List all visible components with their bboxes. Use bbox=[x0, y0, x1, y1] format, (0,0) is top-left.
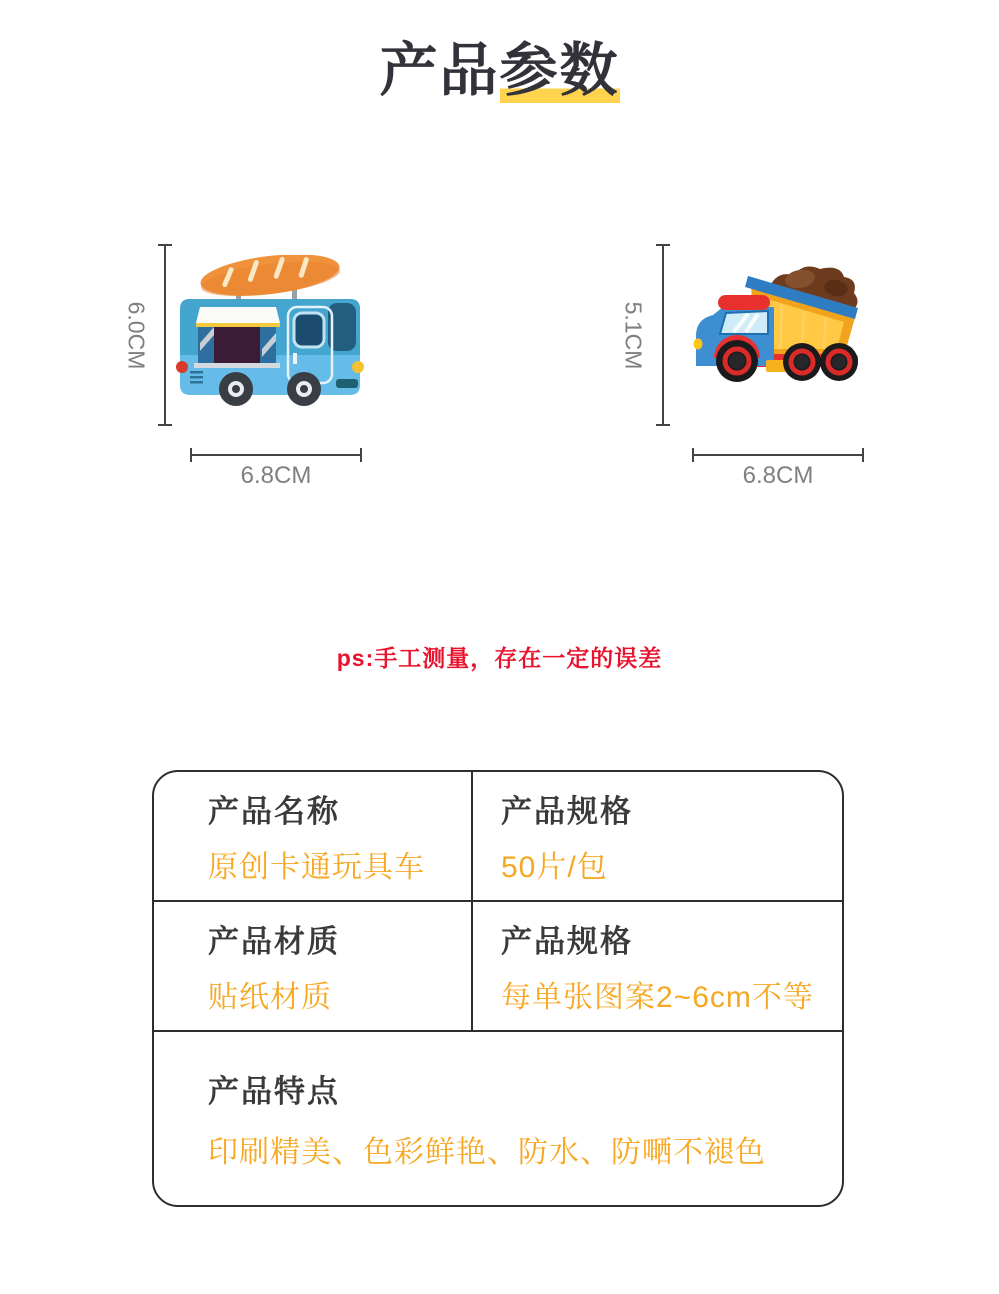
spec-label: 产品名称 bbox=[208, 794, 340, 829]
wheel bbox=[716, 340, 758, 382]
height-dimension-line-dump-truck bbox=[656, 244, 670, 426]
spec-label: 产品规格 bbox=[501, 794, 633, 829]
wheel bbox=[287, 372, 321, 406]
wheel bbox=[820, 343, 858, 381]
spec-value: 贴纸材质 bbox=[208, 981, 332, 1014]
height-dimension-line-food-truck bbox=[158, 244, 172, 426]
height-dimension-label-dump-truck: 5.1CM bbox=[620, 301, 647, 370]
width-dimension-line-dump-truck bbox=[692, 448, 864, 462]
title-highlighted-text: 参数 bbox=[499, 38, 620, 103]
spec-value: 每单张图案2~6cm不等 bbox=[501, 981, 814, 1014]
page-title bbox=[0, 38, 999, 105]
wheel bbox=[783, 343, 821, 381]
wheel bbox=[219, 372, 253, 406]
spec-value: 50片/包 bbox=[501, 851, 608, 884]
spec-label: 产品材质 bbox=[208, 924, 340, 959]
spec-label: 产品特点 bbox=[208, 1074, 340, 1109]
spec-cell-product-material bbox=[154, 902, 473, 1032]
spec-cell-product-features bbox=[154, 1032, 842, 1205]
width-dimension-label-dump-truck: 6.8CM bbox=[742, 462, 814, 489]
spec-cell-product-spec bbox=[473, 772, 842, 902]
width-dimension-line-food-truck bbox=[190, 448, 362, 462]
spec-table bbox=[152, 770, 844, 1207]
title-text: 产品 bbox=[379, 38, 500, 103]
spec-value: 原创卡通玩具车 bbox=[208, 851, 425, 884]
spec-cell-pattern-size bbox=[473, 902, 842, 1032]
height-dimension-label-food-truck: 6.0CM bbox=[123, 301, 150, 370]
spec-value: 印刷精美、色彩鲜艳、防水、防嗮不褪色 bbox=[208, 1136, 766, 1169]
dump-truck-illustration bbox=[690, 262, 860, 386]
food-truck-illustration bbox=[176, 255, 366, 410]
spec-label: 产品规格 bbox=[501, 924, 633, 959]
width-dimension-label-food-truck: 6.8CM bbox=[240, 462, 312, 489]
spec-cell-product-name bbox=[154, 772, 473, 902]
measurement-note: ps:手工测量，存在一定的误差 bbox=[336, 645, 663, 671]
